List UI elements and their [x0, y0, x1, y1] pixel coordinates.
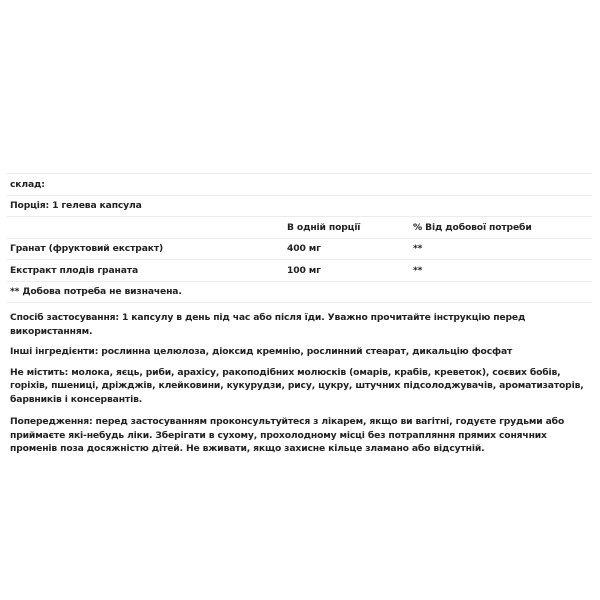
serving-size-row	[7, 196, 592, 218]
ingredient-name: Гранат (фруктовий екстракт)	[10, 243, 164, 255]
product-notes	[10, 311, 590, 465]
column-header-per-serving: В одній порції	[287, 221, 361, 233]
facts-heading-row	[7, 174, 592, 196]
table-header-row	[7, 217, 592, 239]
supplement-facts-table	[7, 173, 592, 303]
allergen-free-statement: Не містить: молока, яєць, риби, арахісу, ракоподібних молюсків (омарів, крабів, креветок), соєвих бобів, горіхів, пшениці, дріжджів, клейковини, кукурудзи, рису, цукру, штучних підсолоджувачів, ароматизаторів, барвників і консервантів.	[10, 366, 584, 405]
serving-size: Порція: 1 гелева капсула	[10, 200, 142, 212]
ingredient-amount: 400 мг	[287, 243, 321, 255]
other-ingredients: Інші інгредієнти: рослинна целюлоза, діоксид кремнію, рослинний стеарат, дикальцію фосфат	[10, 346, 513, 357]
footnote: ** Добова потреба не визначена.	[10, 286, 182, 298]
footnote-row	[7, 282, 592, 304]
column-header-daily-value: % Від добової потреби	[413, 221, 532, 233]
usage-instructions: Спосіб застосування: 1 капсулу в день під час або після їди. Уважно прочитайте інструкцію перед використанням.	[10, 312, 526, 337]
table-row	[7, 239, 592, 261]
warning-statement: Попередження: перед застосуванням проконсультуйтеся з лікарем, якщо ви вагітні, годуєте грудьми або приймаєте які-небудь ліки. Зберігати в сухому, прохолодному місці без потрапляння прямих сонячних променів поза досяжністю дітей. Не вживати, якщо захисне кільце зламано або відсутній.	[10, 416, 565, 454]
facts-heading: склад:	[10, 178, 45, 190]
ingredient-amount: 100 мг	[287, 264, 321, 276]
table-row	[7, 260, 592, 282]
ingredient-name: Екстракт плодів граната	[10, 264, 138, 276]
ingredient-daily-value: **	[413, 264, 423, 276]
ingredient-daily-value: **	[413, 243, 423, 255]
